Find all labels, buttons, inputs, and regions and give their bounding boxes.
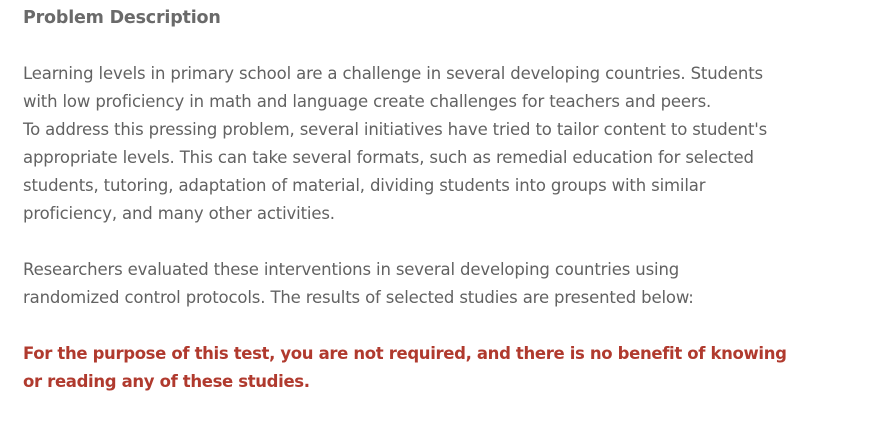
paragraph-line: students, tutoring, adaptation of material, dividing students into groups with similar xyxy=(23,176,706,195)
paragraph-line: proficiency, and many other activities. xyxy=(23,204,335,223)
paragraph-line: Learning levels in primary school are a challenge in several developing countries. Students xyxy=(23,64,763,83)
spacer xyxy=(23,312,881,340)
research-paragraph xyxy=(23,256,881,312)
spacer xyxy=(23,228,881,256)
paragraph-line: with low proficiency in math and language create challenges for teachers and peers. xyxy=(23,92,712,111)
paragraph-line: Researchers evaluated these interventions in several developing countries using xyxy=(23,260,680,279)
paragraph-line: randomized control protocols. The results of selected studies are presented below: xyxy=(23,288,694,307)
notice-line: For the purpose of this test, you are not required, and there is no benefit of knowing xyxy=(23,344,787,363)
notice-line: or reading any of these studies. xyxy=(23,372,310,391)
spacer xyxy=(23,32,881,60)
problem-description-section xyxy=(23,4,881,396)
test-notice xyxy=(23,340,881,396)
paragraph-line: To address this pressing problem, several initiatives have tried to tailor content to student's xyxy=(23,120,768,139)
intro-paragraph xyxy=(23,60,881,228)
paragraph-line: appropriate levels. This can take several formats, such as remedial education for selected xyxy=(23,148,754,167)
section-title: Problem Description xyxy=(23,8,221,28)
